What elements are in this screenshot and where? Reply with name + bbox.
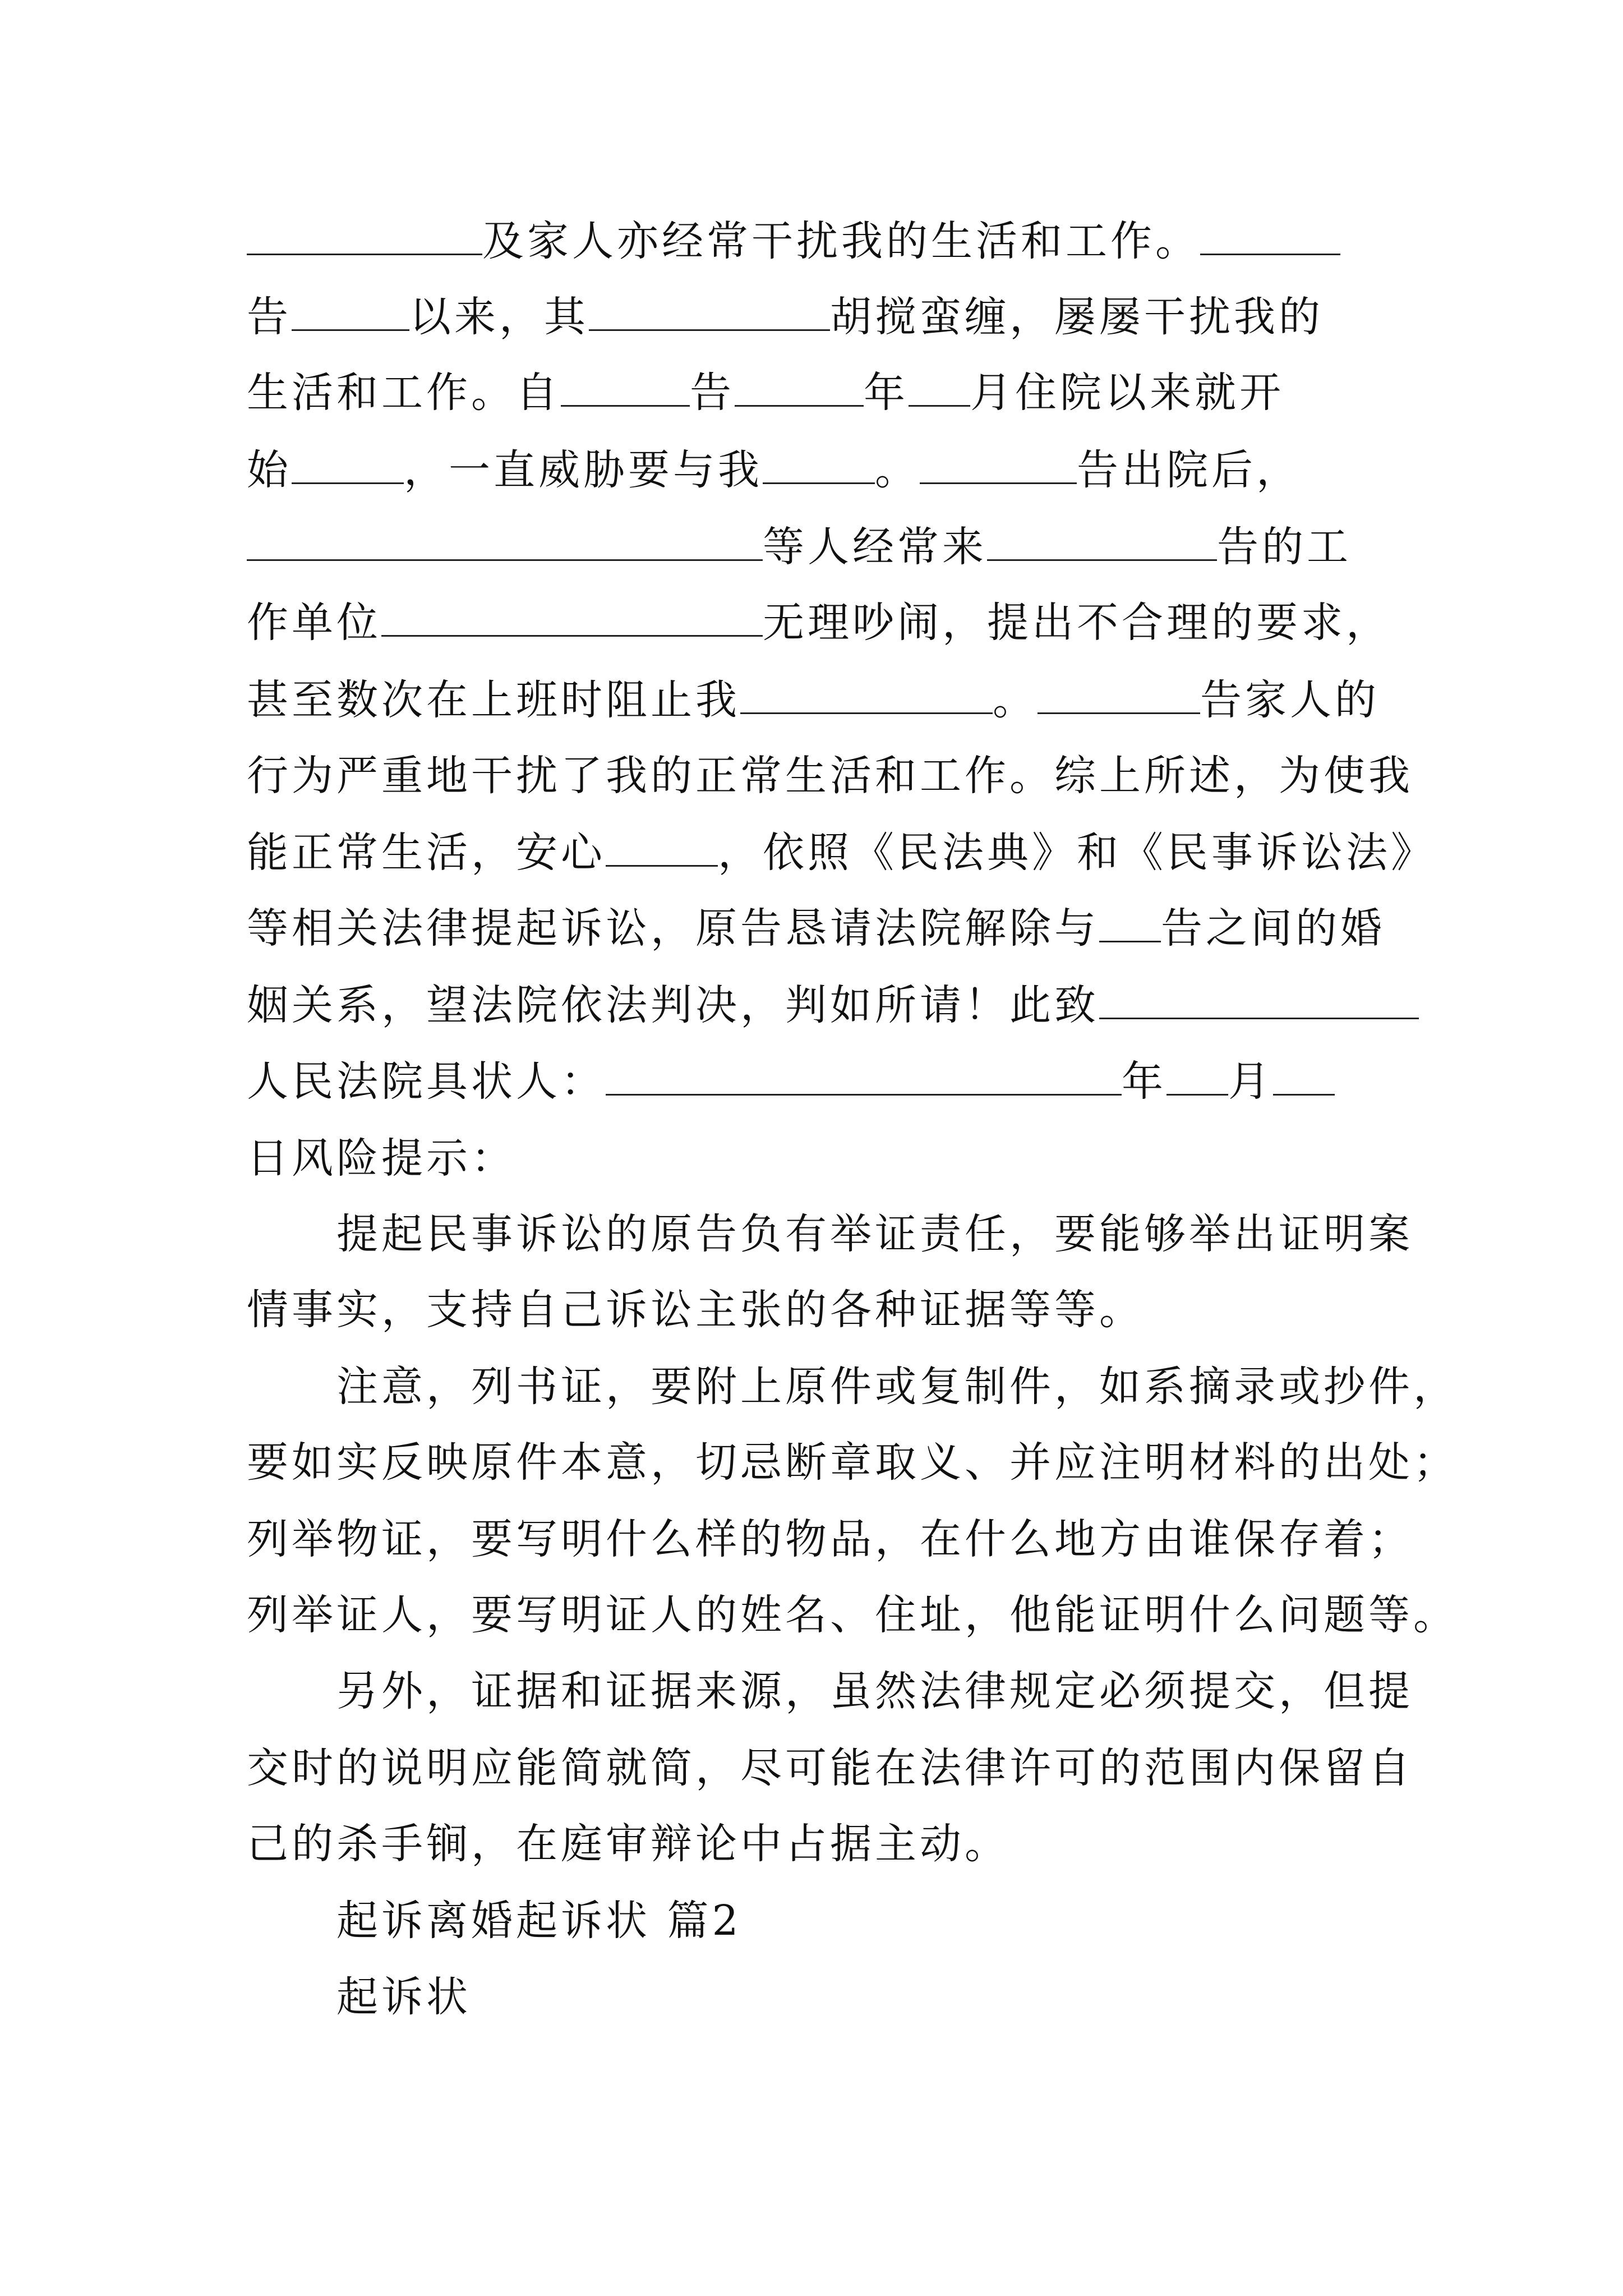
text-segment: 告: [247, 293, 292, 341]
fill-in-blank: [589, 289, 830, 331]
text-segment: 胡搅蛮缠，屡屡干扰我的: [830, 293, 1324, 341]
text-segment: 等人经常来: [763, 523, 987, 571]
text-segment: 月住院以来就开: [970, 369, 1284, 417]
fill-in-blank: [1099, 977, 1419, 1019]
fill-in-blank: [381, 595, 763, 637]
fill-in-blank: [740, 672, 993, 714]
text-line: [336, 1206, 1413, 1262]
text-line: [336, 1359, 1458, 1415]
text-line: [247, 365, 1284, 421]
fill-in-blank: [1099, 900, 1161, 942]
text-segment: 甚至数次在上班时阻止我: [247, 676, 740, 724]
fill-in-blank: [763, 442, 875, 484]
text-segment: 始: [247, 446, 292, 494]
text-line: [247, 289, 1324, 345]
fill-in-blank: [606, 1053, 1122, 1096]
text-segment: 列举物证，要写明什么样的物品，在什么地方由谁保存着；: [247, 1515, 1413, 1563]
text-line: [336, 1893, 742, 1949]
text-line: [247, 213, 1340, 269]
fill-in-blank: [920, 442, 1077, 484]
text-segment: 生活和工作。自: [247, 369, 561, 417]
text-segment: 列举证人，要写明证人的姓名、住址，他能证明什么问题等。: [247, 1591, 1458, 1639]
text-segment: 告: [690, 369, 735, 417]
text-segment: 等相关法律提起诉讼，原告恳请法院解除与: [247, 904, 1099, 953]
fill-in-blank: [1166, 1053, 1228, 1096]
text-line: [247, 1511, 1413, 1567]
text-line: [247, 1053, 1335, 1110]
text-segment: 告出院后，: [1077, 446, 1301, 494]
text-segment: 人民法院具状人：: [247, 1057, 606, 1106]
fill-in-blank: [292, 289, 409, 331]
text-segment: 提起民事诉讼的原告负有举证责任，要能够举出证明案: [336, 1210, 1413, 1258]
text-segment: 告之间的婚: [1161, 904, 1385, 953]
fill-in-blank: [1038, 672, 1200, 714]
text-segment: 。: [993, 676, 1038, 724]
text-line: [247, 1740, 1413, 1796]
text-line: [247, 1587, 1458, 1643]
text-line: [247, 519, 1352, 575]
text-segment: 。: [875, 446, 920, 494]
text-line: [247, 595, 1391, 651]
text-segment: 告的工: [1217, 523, 1352, 571]
text-line: [247, 1282, 1144, 1338]
text-line: [247, 748, 1413, 804]
text-line: [247, 672, 1380, 728]
text-segment: 年: [1122, 1057, 1166, 1106]
text-segment: 起诉状: [336, 1973, 471, 2021]
fill-in-blank: [292, 442, 404, 484]
fill-in-blank: [247, 519, 763, 561]
text-line: [247, 442, 1301, 498]
text-line: [247, 1130, 516, 1186]
text-segment: 己的杀手锏，在庭审辩论中占据主动。: [247, 1820, 1009, 1868]
text-segment: 要如实反映原件本意，切忌断章取义、并应注明材料的出处；: [247, 1438, 1458, 1487]
text-segment: 年: [864, 369, 909, 417]
text-segment: 日风险提示：: [247, 1134, 516, 1182]
text-segment: 能正常生活，安心: [247, 829, 606, 877]
text-segment: ，依照《民法典》和《民事诉讼法》: [718, 829, 1436, 877]
text-segment: 及家人亦经常干扰我的生活和工作。: [482, 217, 1200, 265]
text-segment: ，一直威胁要与我: [404, 446, 763, 494]
text-line: [247, 825, 1436, 881]
fill-in-blank: [987, 519, 1217, 561]
text-line: [247, 1434, 1458, 1490]
text-segment: 注意，列书证，要附上原件或复制件，如系摘录或抄件，: [336, 1363, 1458, 1411]
text-line: [336, 1663, 1413, 1719]
text-segment: 告家人的: [1200, 676, 1380, 724]
text-line: [336, 1969, 471, 2025]
text-line: [247, 900, 1385, 956]
text-line: [247, 977, 1419, 1033]
text-segment: 另外，证据和证据来源，虽然法律规定必须提交，但提: [336, 1667, 1413, 1715]
fill-in-blank: [909, 365, 970, 407]
fill-in-blank: [561, 365, 690, 407]
fill-in-blank: [1273, 1053, 1335, 1096]
text-segment: 月: [1228, 1057, 1273, 1106]
text-line: [247, 1816, 1009, 1872]
text-segment: 交时的说明应能简就简，尽可能在法律许可的范围内保留自: [247, 1744, 1413, 1792]
fill-in-blank: [735, 365, 864, 407]
text-segment: 起诉离婚起诉状 篇2: [336, 1897, 742, 1945]
text-segment: 以来，其: [409, 293, 589, 341]
text-segment: 行为严重地干扰了我的正常生活和工作。综上所述，为使我: [247, 752, 1413, 800]
text-segment: 无理吵闹，提出不合理的要求，: [763, 599, 1391, 647]
text-segment: 情事实，支持自己诉讼主张的各种证据等等。: [247, 1286, 1144, 1334]
fill-in-blank: [247, 213, 482, 255]
fill-in-blank: [606, 825, 718, 867]
fill-in-blank: [1200, 213, 1340, 255]
text-segment: 姻关系，望法院依法判决，判如所请！此致: [247, 981, 1099, 1029]
text-segment: 作单位: [247, 599, 381, 647]
